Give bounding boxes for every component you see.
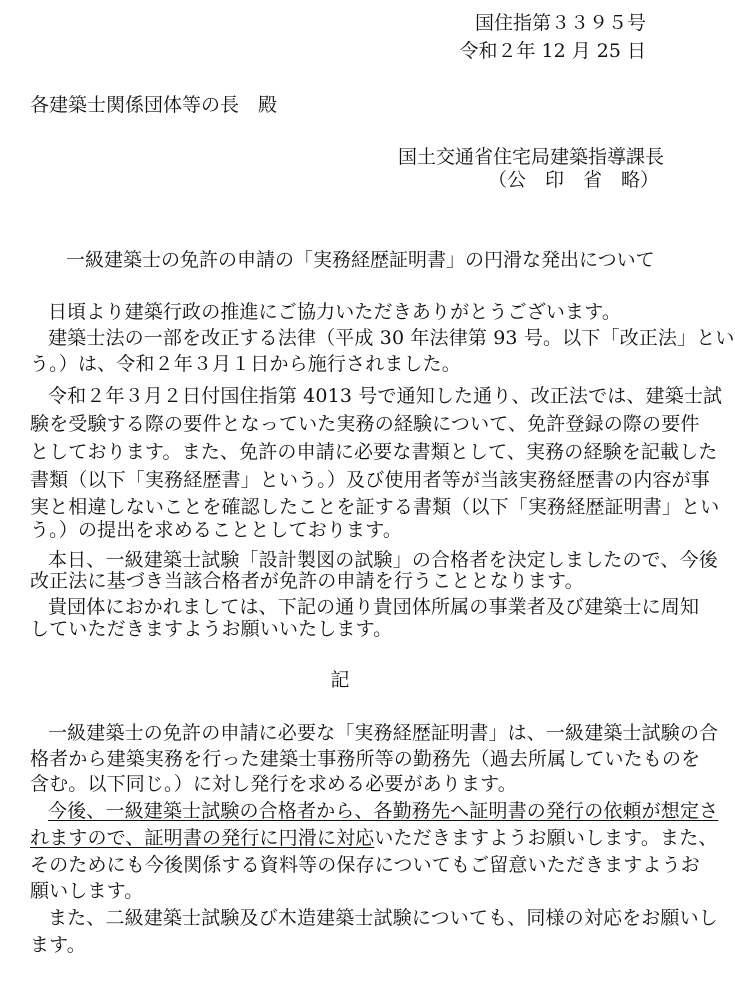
text-line: としております。また、免許の申請に必要な書類として、実務の経験を記載した: [30, 441, 718, 463]
document-number: 国住指第３３９５号: [474, 12, 646, 34]
text-line: 含む。以下同じ。）に対し発行を求める必要があります。: [30, 773, 517, 795]
document-title: 一級建築士の免許の申請の「実務経歴証明書」の円滑な発出について: [66, 249, 655, 271]
text-line: 格者から建築実務を行った建築士事務所等の勤務先（過去所属していたものを: [30, 748, 701, 770]
text-line: う。）は、令和２年３月１日から施行されました。: [30, 353, 461, 375]
text-line: 願いします。: [30, 880, 144, 902]
text-line: 書類（以下「実務経歴書」という。）及び使用者等が当該実務経歴書の内容が事: [30, 469, 710, 491]
document-date: 令和２年 12 月 25 日: [459, 40, 646, 62]
text-line: 験を受験する際の要件となっていた実務の経験について、免許登録の際の要件: [30, 413, 700, 435]
underlined-text: れますので、証明書の発行に円滑に対応: [30, 827, 375, 849]
text-line: 本日、一級建築士試験「設計製図の試験」の合格者を決定しましたので、今後: [48, 549, 718, 571]
plain-text: いただきますようお願いします。また、: [374, 827, 718, 849]
text-line: 一級建築士の免許の申請に必要な「実務経歴証明書」は、一級建築士試験の合: [48, 722, 719, 744]
ki-heading: 記: [330, 669, 350, 691]
text-line: 改正法に基づき当該合格者が免許の申請を行うこととなります。: [30, 570, 584, 592]
text-line: 日頃より建築行政の推進にご協力いただきありがとうございます。: [48, 301, 621, 323]
text-line: また、二級建築士試験及び木造建築士試験についても、同様の対応をお願いし: [48, 907, 718, 929]
text-line: [30, 823, 718, 850]
text-line: 実と相違しないことを確認したことを証する書類（以下「実務経歴証明書」とい: [30, 496, 720, 518]
seal-omitted-note: （公 印 省 略）: [488, 169, 660, 191]
text-line: そのためにも今後関係する資料等の保存についてもご留意いただきますようお: [30, 854, 700, 876]
underlined-text-line: 今後、一級建築士試験の合格者から、各勤務先へ証明書の発行の依頼が想定さ: [48, 800, 719, 822]
text-line: う。）の提出を求めることとしております。: [30, 519, 402, 541]
text-line: ます。: [30, 934, 86, 956]
text-line: 建築士法の一部を改正する法律（平成 30 年法律第 93 号。以下「改正法」とい: [48, 327, 735, 349]
sender-office: 国土交通省住宅局建築指導課長: [398, 146, 665, 168]
text-line: 令和２年３月２日付国住指第 4013 号で通知した通り、改正法では、建築士試: [48, 385, 723, 407]
text-line: 貴団体におかれましては、下記の通り貴団体所属の事業者及び建築士に周知: [48, 596, 700, 618]
addressee: 各建築士関係団体等の長 殿: [30, 94, 278, 116]
text-line: していただきますようお願いいたします。: [30, 618, 393, 640]
